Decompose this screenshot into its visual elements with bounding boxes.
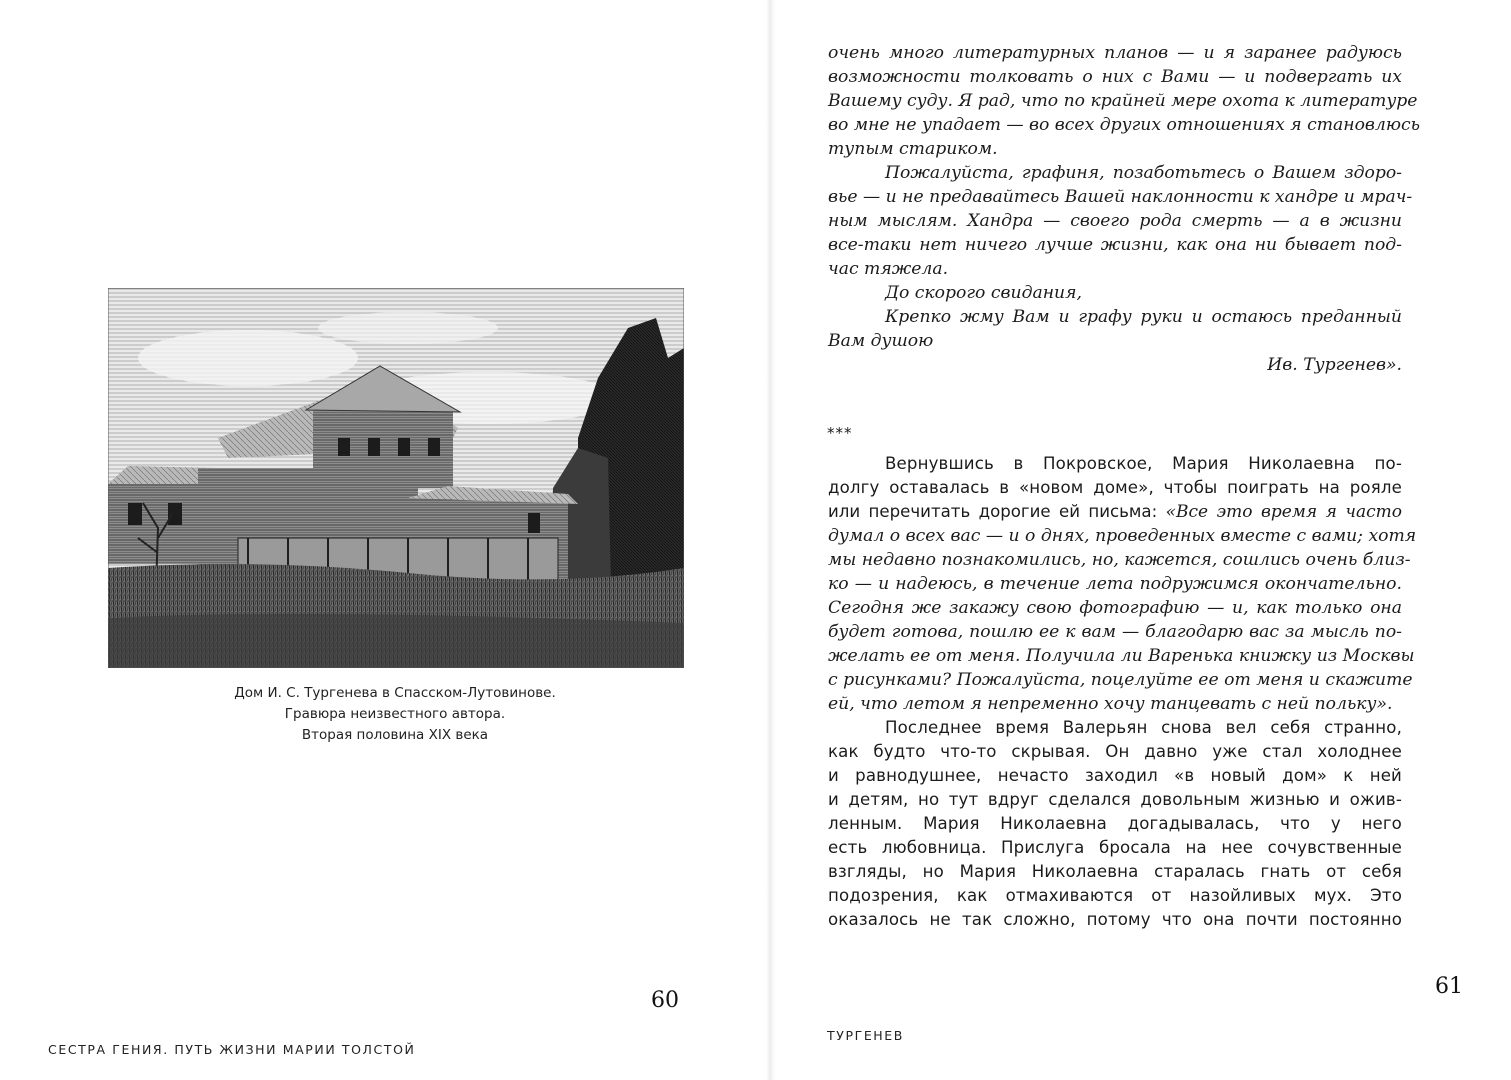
body-line: взгляды, но Мария Николаевна старалась гнать от себя <box>828 862 1402 881</box>
letter-line: очень много литературных планов — и я заранее радуюсь <box>828 43 1402 63</box>
letter-line: тупым стариком. <box>828 139 998 159</box>
body-line: и равнодушнее, нечасто заходил «в новый дом» к ней <box>828 766 1402 785</box>
body-line: оказалось не так сложно, потому что она почти постоянно <box>828 910 1402 929</box>
caption-line-1: Дом И. С. Тургенева в Спасском-Лутовинове. <box>234 685 556 701</box>
body-line: подозрения, как отмахиваются от назойливых мух. Это <box>828 886 1402 905</box>
body-line: долгу оставалась в «новом доме», чтобы поиграть на рояле <box>828 478 1402 497</box>
page-number-left: 60 <box>651 988 679 1013</box>
letter-line: До скорого свидания, <box>885 283 1082 303</box>
body-line: ко — и надеюсь, в течение лета подружимся окончательно. <box>828 574 1402 594</box>
page-number-right: 61 <box>1435 974 1463 999</box>
body-line: ленным. Мария Николаевна догадывалась, что у него <box>828 814 1402 833</box>
body-line: Вернувшись в Покровское, Мария Николаевна по- <box>885 454 1402 473</box>
body-line-italic-part: «Все это время я часто <box>1165 502 1402 522</box>
body-line: как будто что-то скрывая. Он давно уже стал холоднее <box>828 742 1402 761</box>
body-line: ей, что летом я непременно хочу танцевать с ней польку». <box>828 694 1393 714</box>
letter-signature: Ив. Тургенев». <box>1267 355 1402 375</box>
body-line: есть любовница. Прислуга бросала на нее сочувственные <box>828 838 1402 857</box>
running-head-right: ТУРГЕНЕВ <box>827 1028 904 1043</box>
letter-line: вье — и не предавайтесь Вашей наклонности к хандре и мрач- <box>828 187 1413 207</box>
body-line: думал о всех вас — и о днях, проведенных вместе с вами; хотя <box>828 526 1417 546</box>
body-line-mixed <box>828 500 1402 524</box>
letter-line: все-таки нет ничего лучше жизни, как она ни бывает под- <box>828 235 1402 255</box>
body-line: Последнее время Валерьян снова вел себя странно, <box>885 718 1402 737</box>
body-line: мы недавно познакомились, но, кажется, сошлись очень близ- <box>828 550 1411 570</box>
letter-line: час тяжела. <box>828 259 949 279</box>
illustration-caption <box>150 683 640 746</box>
caption-line-2: Гравюра неизвестного автора. <box>284 706 506 722</box>
letter-line: Вашему суду. Я рад, что по крайней мере охота к литературе <box>828 91 1418 111</box>
body-line: и детям, но тут вдруг сделался довольным жизнью и ожив- <box>828 790 1402 809</box>
letter-line: возможности толковать о них с Вами — и подвергать их <box>828 67 1402 87</box>
letter-line: Вам душою <box>828 331 934 351</box>
body-line: желать ее от меня. Получила ли Варенька книжку из Москвы <box>828 646 1415 666</box>
body-line: с рисунками? Пожалуйста, поцелуйте ее от меня и скажите <box>828 670 1413 690</box>
engraving-illustration <box>108 288 684 668</box>
section-separator: *** <box>827 424 853 442</box>
letter-line: ным мыслям. Хандра — своего рода смерть — а в жизни <box>828 211 1402 231</box>
letter-line: Крепко жму Вам и графу руки и остаюсь преданный <box>885 307 1402 327</box>
running-head-left: СЕСТРА ГЕНИЯ. ПУТЬ ЖИЗНИ МАРИИ ТОЛСТОЙ <box>48 1042 416 1057</box>
body-line: Сегодня же закажу свою фотографию — и, как только она <box>828 598 1402 618</box>
letter-line: Пожалуйста, графиня, позаботьтесь о Вашем здоро- <box>885 163 1402 183</box>
body-line-roman-part: или перечитать дорогие ей письма: <box>828 502 1166 521</box>
right-page <box>770 0 1511 1080</box>
body-line: будет готова, пошлю ее к вам — благодарю вас за мысль по- <box>828 622 1402 642</box>
letter-line: во мне не упадает — во всех других отношениях я становлюсь <box>828 115 1420 135</box>
caption-line-3: Вторая половина XIX века <box>301 727 489 743</box>
